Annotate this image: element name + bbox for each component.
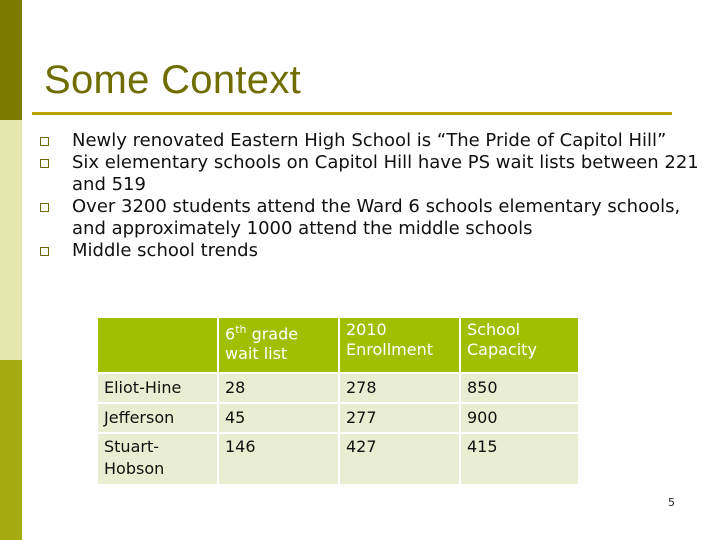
header-enrollment: 2010 Enrollment bbox=[339, 317, 460, 373]
header-wait-suffix: th bbox=[235, 323, 247, 336]
table-row bbox=[97, 403, 579, 433]
cell-wait: 146 bbox=[218, 433, 339, 485]
square-bullet-icon bbox=[40, 137, 49, 146]
cell-enrollment: 278 bbox=[339, 373, 460, 403]
page-number: 5 bbox=[668, 496, 675, 509]
bullet-list bbox=[40, 130, 700, 262]
side-accent-bar-middle bbox=[0, 120, 22, 360]
bullet-item bbox=[40, 152, 700, 196]
bullet-item bbox=[40, 196, 700, 240]
cell-wait: 45 bbox=[218, 403, 339, 433]
cell-wait: 28 bbox=[218, 373, 339, 403]
cell-school: Eliot-Hine bbox=[97, 373, 218, 403]
slide-title: Some Context bbox=[44, 58, 302, 102]
table-header-row bbox=[97, 317, 579, 373]
title-divider bbox=[32, 112, 672, 115]
header-wait-label: grade wait list bbox=[225, 324, 299, 364]
header-capacity: School Capacity bbox=[460, 317, 579, 373]
square-bullet-icon bbox=[40, 247, 49, 256]
bullet-text: Six elementary schools on Capitol Hill have PS wait lists between 221 and 519 bbox=[72, 152, 699, 195]
cell-capacity: 415 bbox=[460, 433, 579, 485]
header-wait-number: 6 bbox=[225, 324, 236, 344]
cell-capacity: 900 bbox=[460, 403, 579, 433]
bullet-item bbox=[40, 130, 700, 152]
cell-school: Stuart-Hobson bbox=[97, 433, 218, 485]
header-wait-list bbox=[218, 317, 339, 373]
bullet-text: Middle school trends bbox=[72, 240, 258, 261]
bullet-text: Newly renovated Eastern High School is “The Pride of Capitol Hill” bbox=[72, 130, 667, 151]
bullet-item bbox=[40, 240, 700, 262]
bullet-text: Over 3200 students attend the Ward 6 schools elementary schools, and approximately 1000 attend the middle schools bbox=[72, 196, 681, 239]
header-school bbox=[97, 317, 218, 373]
cell-enrollment: 277 bbox=[339, 403, 460, 433]
cell-school: Jefferson bbox=[97, 403, 218, 433]
table-row bbox=[97, 373, 579, 403]
square-bullet-icon bbox=[40, 159, 49, 168]
middle-school-trends-table bbox=[96, 316, 580, 486]
cell-enrollment: 427 bbox=[339, 433, 460, 485]
side-accent-bar-bottom bbox=[0, 360, 22, 540]
side-accent-bar-top bbox=[0, 0, 22, 120]
square-bullet-icon bbox=[40, 203, 49, 212]
cell-capacity: 850 bbox=[460, 373, 579, 403]
table-row bbox=[97, 433, 579, 485]
